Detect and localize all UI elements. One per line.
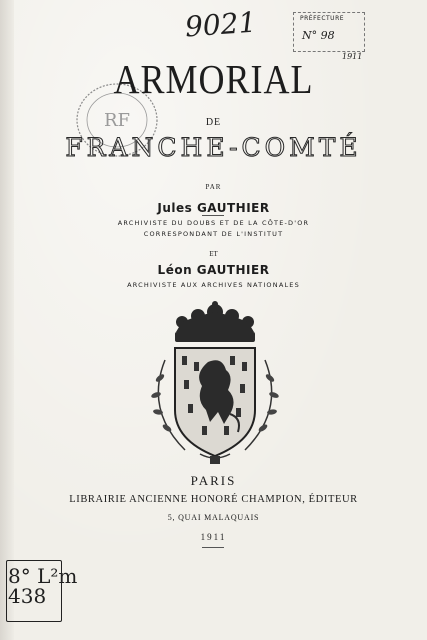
- deposit-stamp-number: N° 98: [302, 29, 335, 42]
- author-1-name: Jules GAUTHIER: [157, 201, 270, 215]
- author-2-affiliation: ARCHIVISTE AUX ARCHIVES NATIONALES: [127, 281, 300, 289]
- coat-of-arms-icon: [130, 300, 300, 468]
- by-label: PAR: [205, 183, 222, 191]
- imprint-publisher: LIBRAIRIE ANCIENNE HONORÉ CHAMPION, ÉDITEUR: [69, 494, 358, 505]
- divider: [202, 215, 224, 216]
- book-title: ARMORIAL: [113, 56, 314, 102]
- book-subtitle-region: FRANCHE-COMTÉ: [65, 133, 362, 162]
- imprint-address: 5, QUAI MALAQUAIS: [167, 513, 260, 522]
- svg-text:RF: RF: [103, 110, 131, 131]
- imprint-year: 1911: [200, 532, 227, 542]
- title-connector: DE: [205, 117, 222, 128]
- shelfmark-line-1: 8° L²m: [8, 564, 78, 588]
- and-label: ET: [209, 250, 218, 258]
- imprint-city: PARIS: [190, 473, 237, 488]
- shelfmark-line-2: 438: [8, 584, 47, 608]
- divider: [202, 547, 224, 548]
- author-2-name: Léon GAUTHIER: [157, 263, 270, 277]
- handwritten-number: 9021: [183, 5, 258, 44]
- deposit-stamp-label: PRÉFECTURE: [300, 15, 345, 22]
- author-1-affiliation-2: CORRESPONDANT DE L'INSTITUT: [143, 230, 284, 238]
- shelfmark-text: [8, 566, 77, 606]
- deposit-stamp-year: 1911: [342, 52, 363, 61]
- author-1-affiliation-1: ARCHIVISTE DU DOUBS ET DE LA CÔTE-D'OR: [117, 219, 310, 227]
